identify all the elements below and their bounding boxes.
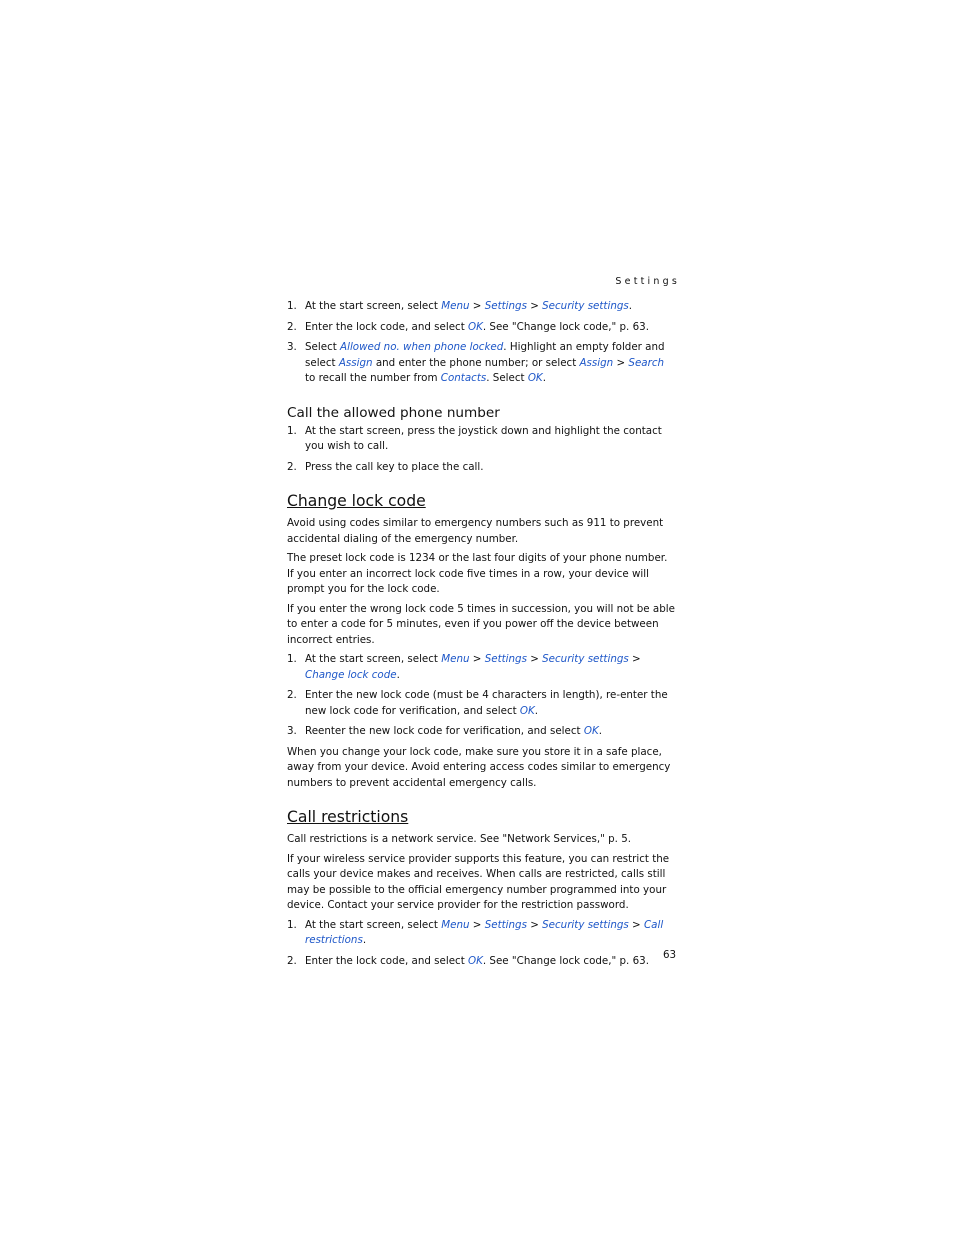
step-text: . <box>598 725 602 737</box>
allowed-no-link: Allowed no. when phone locked <box>340 341 504 353</box>
ok-link: OK <box>519 704 535 717</box>
step-text: . <box>396 668 400 681</box>
step-text: . Highlight an empty folder and select <box>305 341 665 369</box>
page-number: 63 <box>663 949 677 961</box>
assign-link: Assign <box>579 356 614 369</box>
contacts-link: Contacts <box>440 372 487 384</box>
security-settings-link: Security settings <box>542 918 629 931</box>
step-text: . <box>628 300 633 312</box>
menu-link: Menu <box>441 653 470 665</box>
list-item <box>287 299 677 315</box>
step-text: Reenter the new lock code for verification, and select <box>305 725 584 737</box>
step-text: and enter the phone number; or select <box>372 356 580 369</box>
call-restrictions-heading: Call restrictions <box>287 808 409 826</box>
step-number: 2. <box>287 954 297 967</box>
step-text: Enter the lock code, and select <box>305 954 469 967</box>
settings-link: Settings <box>484 653 527 665</box>
list-item <box>287 724 677 740</box>
step-text: > <box>628 918 644 931</box>
step-text: . <box>542 372 546 384</box>
paragraph: When you change your lock code, make sure you store it in a safe place, away from your device. Avoid entering access codes similar to emergency numbers to prevent accidental emergency calls. <box>287 745 671 789</box>
list-item <box>287 460 677 476</box>
ok-link: OK <box>468 954 483 967</box>
step-text: > <box>613 356 629 369</box>
call-allowed-heading: Call the allowed phone number <box>287 404 500 421</box>
step-number: 1. <box>287 653 297 665</box>
step-text: > <box>469 918 485 931</box>
list-item <box>287 954 677 970</box>
running-header: Settings <box>615 276 680 287</box>
step-text: to recall the number from <box>305 372 441 384</box>
call-restrictions-link: Call restrictions <box>305 918 664 946</box>
paragraph: If your wireless service provider supports this feature, you can restrict the calls your device makes and receives. When calls are restricted, calls still may be possible to the official emergency number programmed into your device. Contact your service provider for the restriction password. <box>287 852 670 911</box>
change-lock-code-heading: Change lock code <box>287 492 426 510</box>
step-number: 2. <box>287 689 297 701</box>
step-text: . <box>362 934 367 946</box>
step-text: Select <box>305 341 341 353</box>
step-text: . Select <box>486 372 528 384</box>
step-text: At the start screen, press the joystick down and highlight the contact you wish to call. <box>305 424 662 452</box>
call-allowed-steps <box>287 424 677 476</box>
assign-link: Assign <box>338 356 373 369</box>
ok-link: OK <box>583 725 599 737</box>
menu-link: Menu <box>441 300 470 312</box>
list-item <box>287 918 677 949</box>
step-text: . <box>534 704 539 717</box>
step-text: > <box>526 653 543 665</box>
paragraph: If you enter the wrong lock code 5 times in succession, you will not be able to enter a code for 5 minutes, even if you power off the device between incorrect entries. <box>287 602 675 646</box>
change-lock-steps <box>287 652 677 740</box>
step-text: > <box>526 918 543 931</box>
page-content <box>287 299 677 974</box>
list-item <box>287 340 677 387</box>
step-text: > <box>469 300 485 312</box>
paragraph: Call restrictions is a network service. See "Network Services," p. 5. <box>287 833 632 845</box>
step-number: 2. <box>287 460 297 473</box>
step-text: . See "Change lock code," p. 63. <box>482 954 649 967</box>
step-number: 1. <box>287 300 297 312</box>
call-restrictions-steps <box>287 918 677 970</box>
list-item <box>287 652 677 683</box>
step-number: 3. <box>287 725 297 737</box>
step-text: Enter the new lock code (must be 4 characters in length), re-enter the new lock code for verification, and select <box>305 689 668 717</box>
step-text: At the start screen, select <box>305 653 442 665</box>
list-item <box>287 688 677 719</box>
step-text: > <box>469 653 485 665</box>
paragraph: The preset lock code is 1234 or the last four digits of your phone number. If you enter an incorrect lock code five times in a row, your device will prompt you for the lock code. <box>287 552 668 595</box>
step-text: > <box>526 300 543 312</box>
settings-link: Settings <box>484 300 527 312</box>
step-text: Press the call key to place the call. <box>305 460 484 473</box>
ok-link: OK <box>468 320 483 333</box>
step-number: 1. <box>287 424 297 437</box>
step-text: At the start screen, select <box>305 918 442 931</box>
settings-link: Settings <box>484 918 527 931</box>
step-text: > <box>628 653 641 665</box>
step-number: 3. <box>287 341 297 353</box>
step-text: . See "Change lock code," p. 63. <box>482 320 649 333</box>
ok-link: OK <box>527 372 543 384</box>
step-text: At the start screen, select <box>305 300 442 312</box>
step-number: 1. <box>287 918 297 931</box>
step-number: 2. <box>287 320 297 333</box>
menu-link: Menu <box>441 918 470 931</box>
change-lock-code-link: Change lock code <box>305 668 397 681</box>
allowed-number-steps <box>287 299 677 387</box>
paragraph: Avoid using codes similar to emergency numbers such as 911 to prevent accidental dialing of the emergency number. <box>287 517 664 545</box>
list-item <box>287 424 677 455</box>
list-item <box>287 320 677 336</box>
security-settings-link: Security settings <box>542 653 629 665</box>
security-settings-link: Security settings <box>542 300 629 312</box>
step-text: Enter the lock code, and select <box>305 320 469 333</box>
search-link: Search <box>628 356 665 369</box>
